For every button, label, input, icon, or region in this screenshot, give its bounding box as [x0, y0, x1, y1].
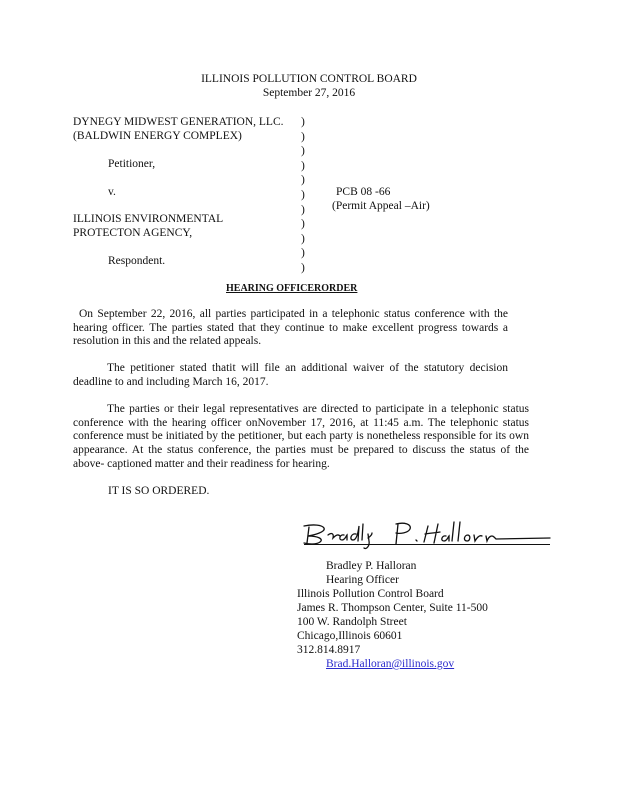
agency-heading: ILLINOIS POLLUTION CONTROL BOARD — [201, 73, 417, 85]
caption-bracket: ) — [301, 203, 305, 216]
respondent-name-line-1: ILLINOIS ENVIRONMENTAL — [73, 213, 224, 225]
city-state-zip: Chicago,Illinois 60601 — [297, 630, 403, 642]
caption-bracket: ) — [301, 116, 305, 128]
signer-agency: Illinois Pollution Control Board — [297, 588, 444, 600]
caption-bracket: ) — [301, 188, 305, 201]
address-line-1: James R. Thompson Center, Suite 11-500 — [297, 602, 488, 614]
paragraph-text: The petitioner stated thatit will file an additional waiver of the statutory decision deadline to and including March 16, 2017. — [73, 362, 508, 388]
paragraph-waiver — [73, 362, 508, 389]
case-type: (Permit Appeal –Air) — [332, 200, 430, 212]
petitioner-name-line-1: DYNEGY MIDWEST GENERATION, LLC. — [73, 116, 284, 128]
caption-bracket: ) — [301, 218, 305, 231]
respondent-name-line-2: PROTECTON AGENCY, — [73, 227, 193, 239]
respondent-role: Respondent. — [108, 255, 166, 267]
phone-number: 312.814.8917 — [297, 644, 361, 656]
caption-bracket-column — [301, 115, 305, 276]
order-title: HEARING OFFICERORDER — [226, 283, 358, 294]
signer-title: Hearing Officer — [326, 574, 399, 586]
closing-statement: IT IS SO ORDERED. — [108, 485, 210, 497]
caption-bracket: ) — [301, 130, 305, 143]
paragraph-status-conference — [73, 308, 508, 349]
paragraph-text: On September 22, 2016, all parties participated in a telephonic status conference with the hearing officer. The parties stated that they continue to make excellent progress towards a resolution in this and the related appeals. — [73, 308, 508, 348]
case-number: PCB 08 -66 — [336, 186, 391, 198]
caption-bracket: ) — [301, 145, 305, 158]
paragraph-next-conference — [73, 403, 529, 472]
versus-label: v. — [108, 186, 116, 198]
order-date: September 27, 2016 — [262, 87, 356, 99]
handwritten-signature — [300, 516, 555, 560]
signature-text — [300, 516, 301, 517]
caption-bracket: ) — [301, 247, 305, 260]
caption-bracket: ) — [301, 261, 305, 274]
address-line-2: 100 W. Randolph Street — [297, 616, 407, 628]
petitioner-role: Petitioner, — [108, 158, 156, 170]
signer-name: Bradley P. Halloran — [326, 560, 417, 572]
caption-bracket: ) — [301, 232, 305, 245]
caption-bracket: ) — [301, 159, 305, 172]
email-link[interactable]: Brad.Halloran@illinois.gov — [326, 658, 455, 670]
petitioner-name-line-2: (BALDWIN ENERGY COMPLEX) — [73, 130, 242, 142]
caption-bracket: ) — [301, 174, 305, 187]
signature-line — [304, 544, 550, 545]
paragraph-text: The parties or their legal representatives are directed to participate in a telephonic status conference with the hearing officer onNovember 17, 2016, at 11:45 a.m. The telephonic status conference must be initiated by the petitioner, but each party is nonetheless responsible for its own appearance. At the status conference, the parties must be prepared to discuss the status of the above- captioned matter and their readiness for hearing. — [73, 403, 529, 470]
